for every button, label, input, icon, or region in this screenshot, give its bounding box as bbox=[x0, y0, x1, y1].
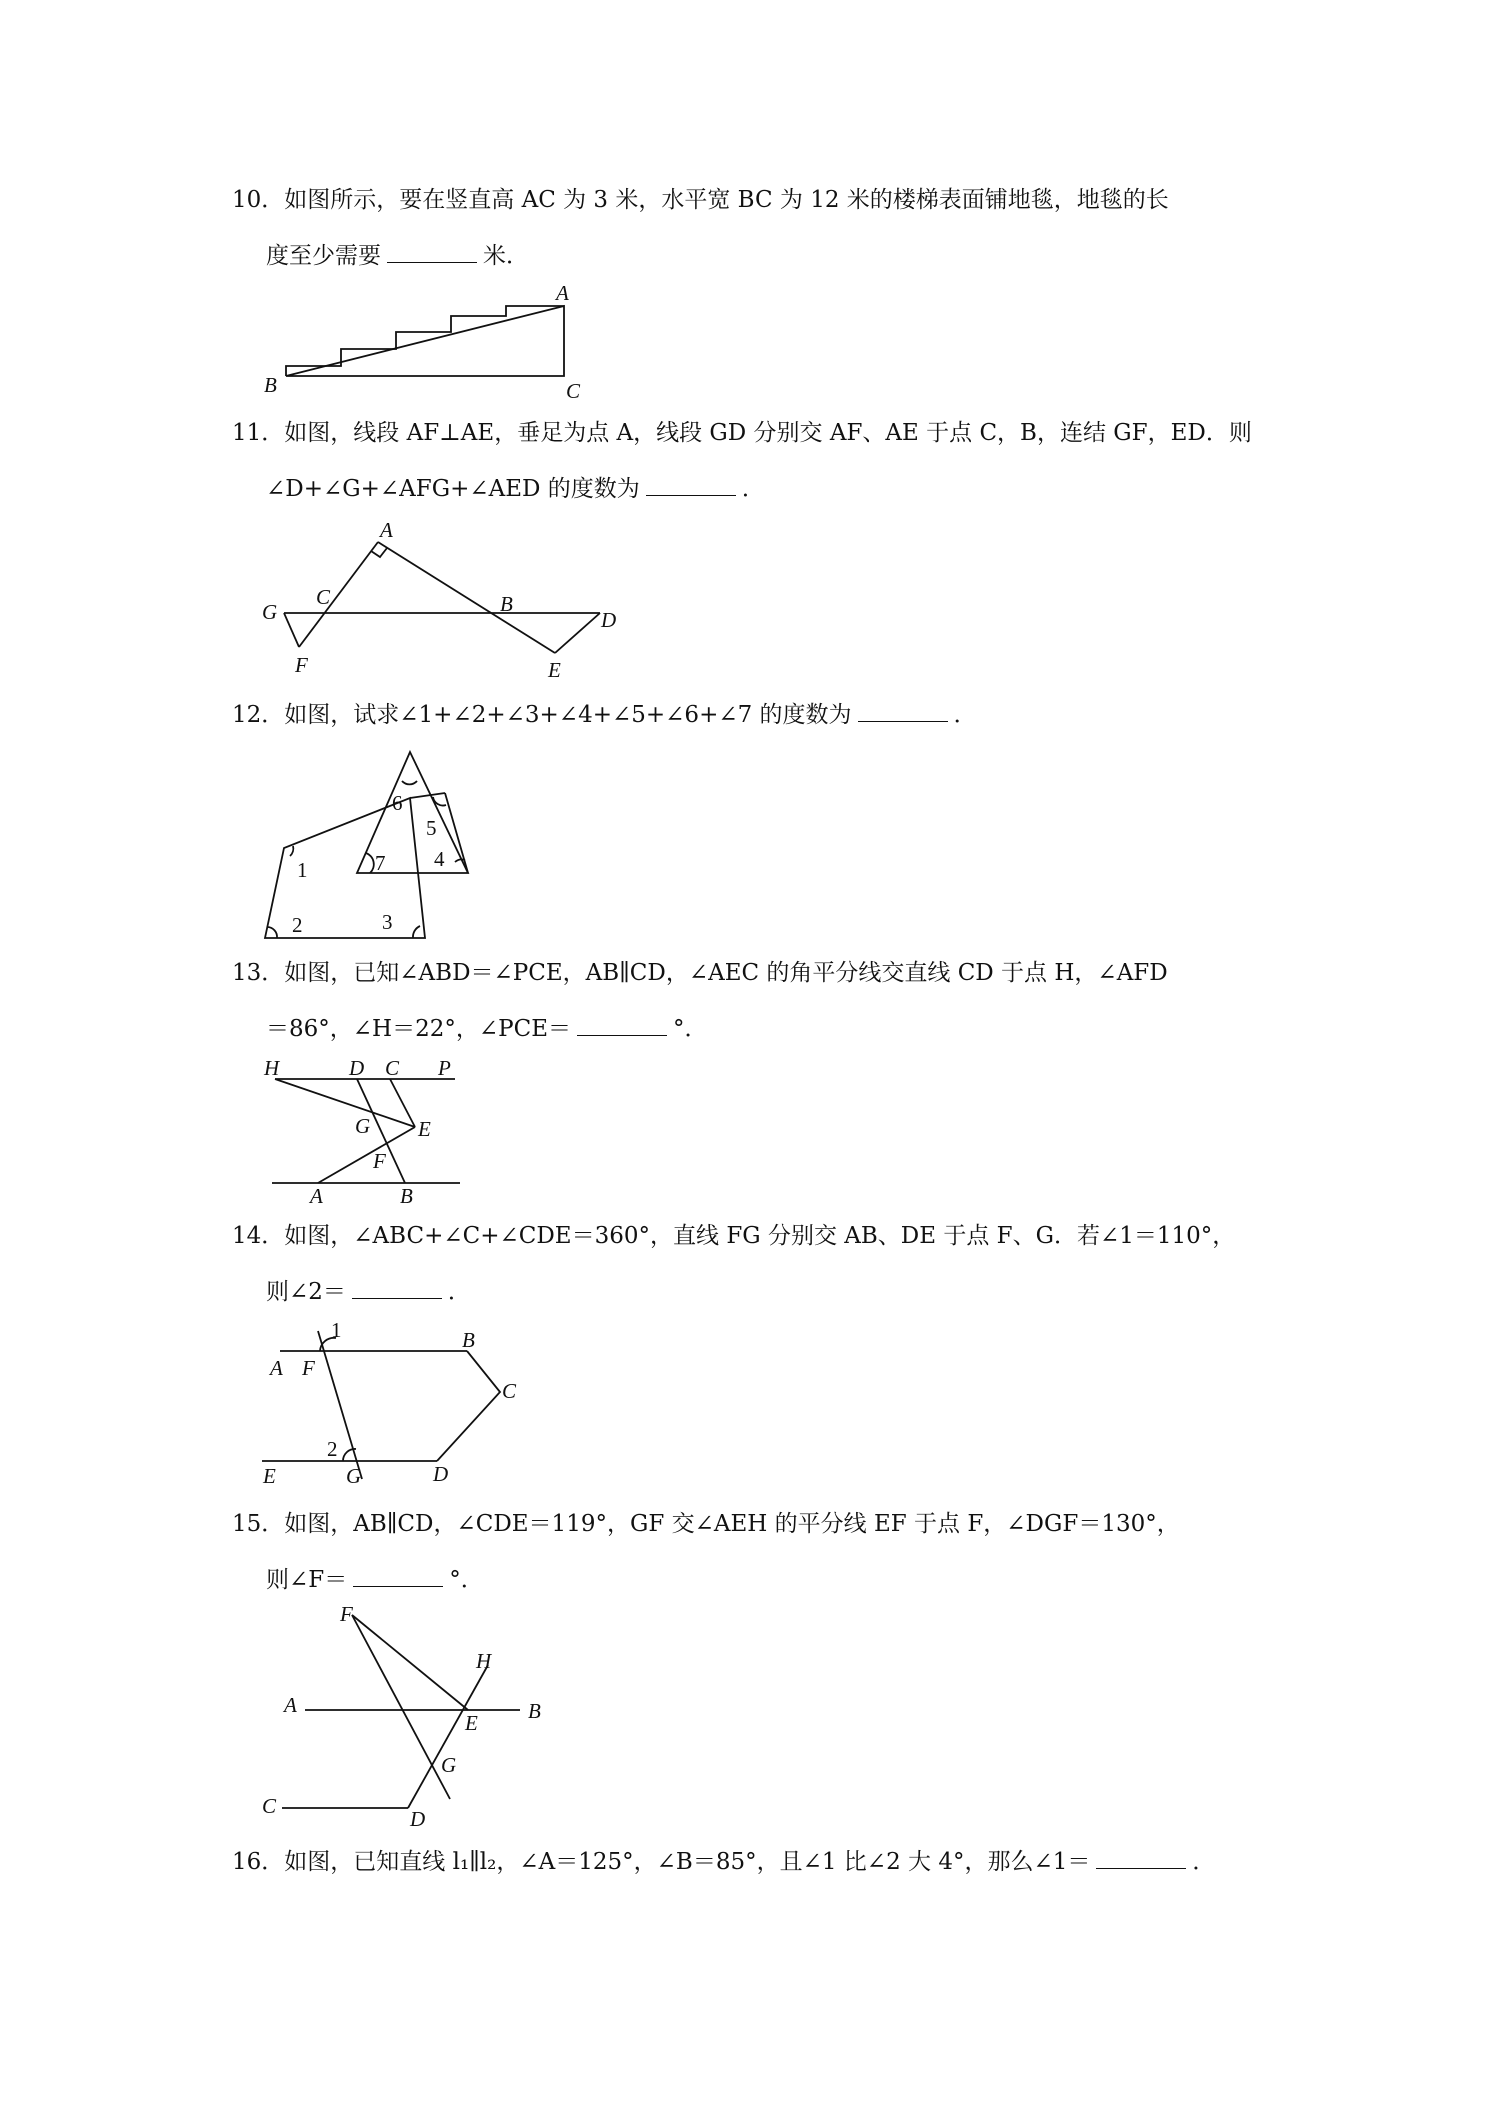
point-label: D bbox=[349, 1056, 365, 1080]
question-number: 15． bbox=[232, 1511, 285, 1537]
question-number: 11． bbox=[232, 420, 285, 446]
angle-label: 7 bbox=[375, 851, 386, 875]
point-label: G bbox=[441, 1753, 457, 1777]
point-label: H bbox=[476, 1649, 492, 1673]
angle-label: 3 bbox=[382, 910, 393, 934]
point-label: D bbox=[410, 1807, 426, 1831]
question-text-line: 10．如图所示，要在竖直高 AC 为 3 米，水平宽 BC 为 12 米的楼梯表面铺地毯，地毯的长 bbox=[232, 187, 1169, 213]
question-text-line: ＝86°，∠H＝22°，∠PCE＝ °． bbox=[232, 1001, 1272, 1057]
angle-label: 1 bbox=[297, 858, 308, 882]
point-label: B bbox=[400, 1184, 413, 1208]
question-text-line: 13．如图，已知∠ABD＝∠PCE，AB∥CD，∠AEC 的角平分线交直线 CD 于点 H，∠AFD bbox=[232, 960, 1168, 986]
point-label: G bbox=[346, 1464, 362, 1488]
question-text-line: 16．如图，已知直线 l₁∥l₂，∠A＝125°，∠B＝85°，且∠1 比∠2 大 4°，那么∠1＝ ． bbox=[232, 1834, 1272, 1890]
point-label: A bbox=[270, 1356, 283, 1380]
point-label: F bbox=[295, 653, 308, 677]
angle-label: 6 bbox=[392, 791, 403, 815]
angle-label: 1 bbox=[331, 1318, 342, 1342]
point-label: E bbox=[548, 658, 561, 682]
question-number: 12． bbox=[232, 702, 285, 728]
question-text-line: 度至少需要 米． bbox=[232, 228, 1272, 284]
question-text-line: 则∠2＝ ． bbox=[232, 1264, 1272, 1320]
question-number: 13． bbox=[232, 960, 285, 986]
point-label: A bbox=[380, 518, 393, 542]
point-label: C bbox=[502, 1379, 517, 1403]
line-dh bbox=[408, 1665, 488, 1808]
answer-blank[interactable] bbox=[1096, 1842, 1186, 1869]
point-label: B bbox=[462, 1328, 475, 1352]
point-label: B bbox=[264, 373, 277, 397]
angle-label: 5 bbox=[426, 816, 437, 840]
point-label: E bbox=[418, 1117, 431, 1141]
question-text-line: 15．如图，AB∥CD，∠CDE＝119°，GF 交∠AEH 的平分线 EF 于点 F，∠DGF＝130°， bbox=[232, 1511, 1180, 1537]
point-label: D bbox=[601, 608, 617, 632]
point-label: C bbox=[385, 1056, 400, 1080]
point-label: B bbox=[500, 592, 513, 616]
point-label: A bbox=[556, 281, 569, 305]
question-number: 16． bbox=[232, 1849, 285, 1875]
point-label: F bbox=[302, 1356, 315, 1380]
point-label: C bbox=[262, 1794, 277, 1818]
point-label: A bbox=[284, 1693, 297, 1717]
question-text-line: 14．如图，∠ABC+∠C+∠CDE＝360°，直线 FG 分别交 AB、DE 于点 F、G．若∠1＝110°， bbox=[232, 1223, 1236, 1249]
point-label: B bbox=[528, 1699, 541, 1723]
line-fg bbox=[352, 1615, 450, 1799]
point-label: C bbox=[316, 585, 331, 609]
point-label: F bbox=[373, 1149, 386, 1173]
point-label: G bbox=[262, 600, 278, 624]
point-label: E bbox=[465, 1711, 478, 1735]
question-text-line: 12．如图，试求∠1+∠2+∠3+∠4+∠5+∠6+∠7 的度数为 ． bbox=[232, 687, 1272, 743]
question-text-line: 则∠F＝ °． bbox=[232, 1552, 1272, 1608]
point-label: D bbox=[433, 1462, 449, 1486]
angle-label: 2 bbox=[292, 913, 303, 937]
point-label: C bbox=[566, 379, 581, 403]
angle-label: 4 bbox=[434, 847, 445, 871]
question-16 bbox=[232, 1834, 1272, 1890]
point-label: H bbox=[264, 1056, 280, 1080]
line-fe bbox=[352, 1615, 468, 1710]
question-number: 14． bbox=[232, 1223, 285, 1249]
point-label: G bbox=[355, 1114, 371, 1138]
point-label: P bbox=[438, 1056, 451, 1080]
angle-label: 2 bbox=[327, 1437, 338, 1461]
point-label: E bbox=[263, 1464, 276, 1488]
question-text-line: ∠D+∠G+∠AFG+∠AED 的度数为 ． bbox=[232, 461, 1272, 517]
question-number: 10． bbox=[232, 187, 285, 213]
question-text-line: 11．如图，线段 AF⊥AE，垂足为点 A，线段 GD 分别交 AF、AE 于点 C，B，连结 GF，ED．则 bbox=[232, 420, 1252, 446]
point-label: A bbox=[310, 1184, 323, 1208]
point-label: F bbox=[340, 1602, 353, 1626]
